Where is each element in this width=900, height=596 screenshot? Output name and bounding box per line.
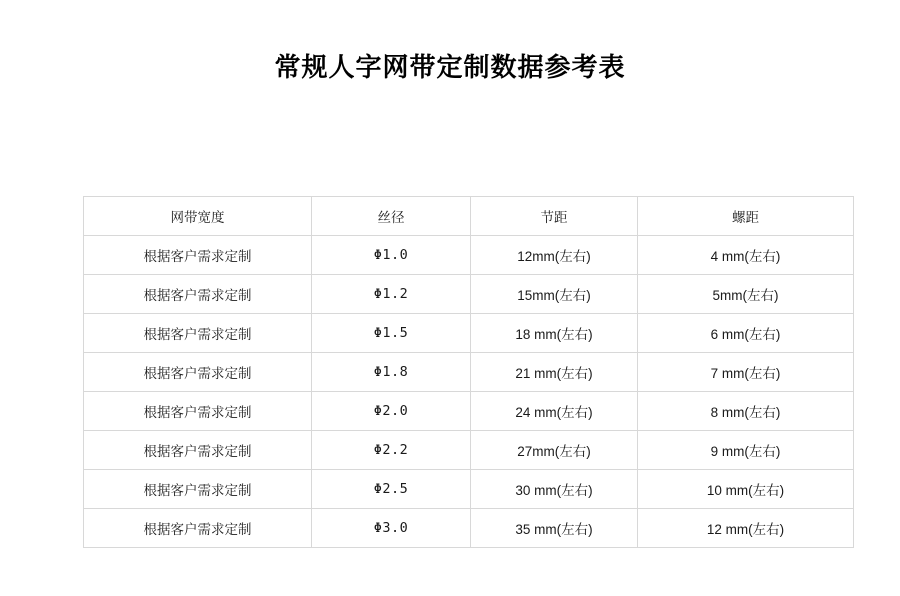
cell-helix: 4 mm(左右)	[638, 236, 854, 275]
cell-pitch: 27mm(左右)	[471, 431, 638, 470]
page-title: 常规人字网带定制数据参考表	[274, 52, 626, 82]
cell-pitch: 21 mm(左右)	[471, 353, 638, 392]
cell-pitch: 35 mm(左右)	[471, 509, 638, 548]
table-row	[84, 509, 854, 548]
cell-width: 根据客户需求定制	[84, 236, 312, 275]
cell-width: 根据客户需求定制	[84, 314, 312, 353]
column-header-wire: 丝径	[312, 197, 471, 236]
spec-table	[83, 196, 854, 548]
table-row	[84, 275, 854, 314]
cell-wire: Φ1.2	[312, 275, 471, 314]
cell-wire: Φ1.0	[312, 236, 471, 275]
cell-width: 根据客户需求定制	[84, 275, 312, 314]
document-page	[0, 52, 900, 596]
table-header-row	[84, 197, 854, 236]
cell-width: 根据客户需求定制	[84, 392, 312, 431]
table-row	[84, 470, 854, 509]
table-row	[84, 431, 854, 470]
cell-wire: Φ2.5	[312, 470, 471, 509]
column-header-width: 网带宽度	[84, 197, 312, 236]
cell-wire: Φ2.2	[312, 431, 471, 470]
table-row	[84, 314, 854, 353]
table-row	[84, 353, 854, 392]
cell-width: 根据客户需求定制	[84, 353, 312, 392]
cell-helix: 7 mm(左右)	[638, 353, 854, 392]
cell-helix: 12 mm(左右)	[638, 509, 854, 548]
cell-helix: 8 mm(左右)	[638, 392, 854, 431]
cell-pitch: 24 mm(左右)	[471, 392, 638, 431]
spec-table-container	[83, 196, 817, 548]
cell-pitch: 30 mm(左右)	[471, 470, 638, 509]
cell-pitch: 18 mm(左右)	[471, 314, 638, 353]
cell-wire: Φ1.5	[312, 314, 471, 353]
table-row	[84, 392, 854, 431]
cell-helix: 5mm(左右)	[638, 275, 854, 314]
cell-wire: Φ3.0	[312, 509, 471, 548]
cell-width: 根据客户需求定制	[84, 470, 312, 509]
cell-helix: 6 mm(左右)	[638, 314, 854, 353]
column-header-pitch: 节距	[471, 197, 638, 236]
cell-width: 根据客户需求定制	[84, 509, 312, 548]
cell-pitch: 12mm(左右)	[471, 236, 638, 275]
cell-wire: Φ2.0	[312, 392, 471, 431]
column-header-helix: 螺距	[638, 197, 854, 236]
cell-width: 根据客户需求定制	[84, 431, 312, 470]
cell-helix: 10 mm(左右)	[638, 470, 854, 509]
table-row	[84, 236, 854, 275]
cell-helix: 9 mm(左右)	[638, 431, 854, 470]
cell-wire: Φ1.8	[312, 353, 471, 392]
cell-pitch: 15mm(左右)	[471, 275, 638, 314]
